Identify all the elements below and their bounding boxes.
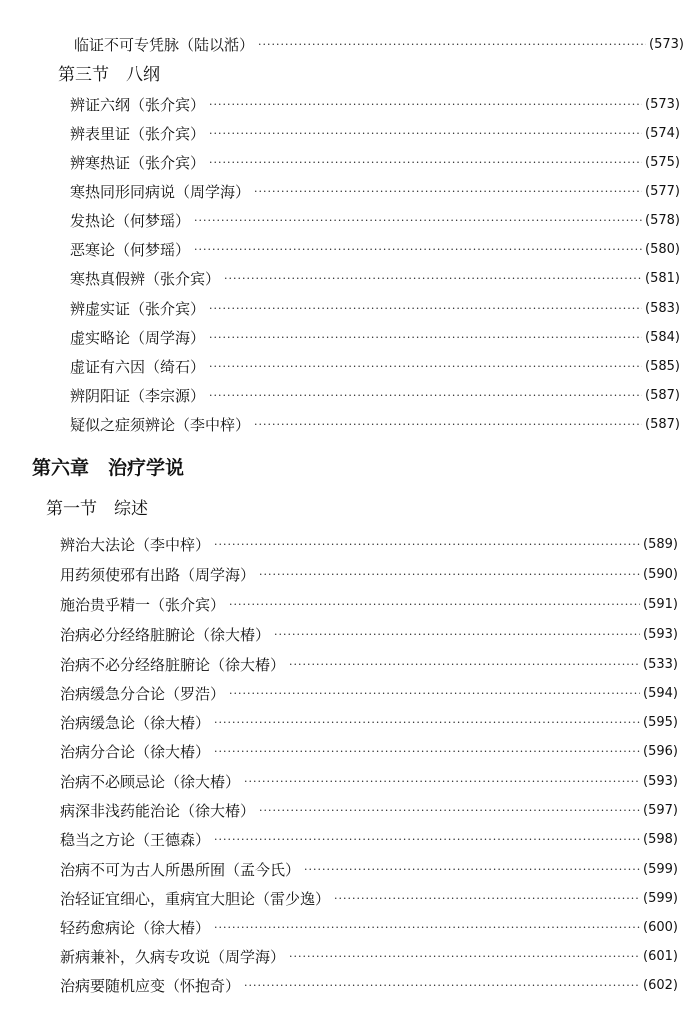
toc-entry-title: 治病不可为古人所愚所囿（孟今氏） [60,860,301,879]
toc-entry [70,410,680,438]
toc-entry-title: 治病必分经络脏腑论（徐大椿） [60,625,271,644]
toc-entry [60,913,678,941]
toc-entry-title: 发热论（何梦瑶） [70,211,191,230]
section-heading: 第一节 综述 [46,499,148,519]
leader-dots [209,302,642,315]
toc-entry-page: (587) [645,416,680,432]
toc-entry-page: (601) [643,948,678,964]
toc-entry-page: (584) [645,329,680,345]
leader-dots [214,745,640,758]
toc-entry-title: 治病缓急分合论（罗浩） [60,684,226,703]
leader-dots [209,156,642,169]
section-heading: 第三节 八纲 [58,65,160,85]
toc-entry-title: 病深非浅药能治论（徐大椿） [60,801,256,820]
toc-entry-page: (577) [645,183,680,199]
toc-entry-title: 施治贵乎精一（张介宾） [60,595,226,614]
toc-entry [60,650,678,678]
toc-entry-title: 治病缓急论（徐大椿） [60,713,211,732]
toc-entry [60,679,678,707]
toc-entry-page: (583) [645,300,680,316]
leader-dots [209,360,642,373]
leader-dots [254,185,642,198]
leader-dots [214,538,640,551]
toc-entry [60,620,678,648]
leader-dots [209,389,642,402]
leader-dots [254,418,642,431]
toc-entry [60,825,678,853]
toc-entry-page: (595) [643,714,678,730]
toc-entry-page: (597) [643,802,678,818]
toc-entry [70,177,680,205]
leader-dots [289,658,640,671]
toc-entry-page: (591) [643,596,678,612]
leader-dots [209,98,642,111]
leader-dots [209,331,642,344]
leader-dots [259,568,640,581]
toc-entry [70,352,680,380]
toc-entry-title: 辨表里证（张介宾） [70,124,206,143]
toc-entry-page: (598) [643,831,678,847]
toc-entry-page: (580) [645,241,680,257]
toc-entry-page: (594) [643,685,678,701]
leader-dots [214,716,640,729]
toc-entry-title: 恶寒论（何梦瑶） [70,240,191,259]
toc-entry-page: (602) [643,977,678,993]
toc-entry-title: 新病兼补，久病专攻说（周学海） [60,947,286,966]
chapter-heading: 第六章 治疗学说 [32,457,185,479]
toc-entry-page: (533) [643,656,678,672]
toc-entry [70,235,680,263]
toc-entry-page: (587) [645,387,680,403]
leader-dots [244,775,640,788]
toc-entry-page: (574) [645,125,680,141]
toc-entry-title: 治病要随机应变（怀抱奇） [60,976,241,995]
toc-entry [60,971,678,999]
toc-entry [60,530,678,558]
toc-entry [70,381,680,409]
toc-entry-title: 虚证有六因（绮石） [70,357,206,376]
toc-entry-page: (593) [643,773,678,789]
toc-entry-page: (578) [645,212,680,228]
leader-dots [194,214,642,227]
leader-dots [259,804,640,817]
toc-entry-page: (599) [643,861,678,877]
toc-entry [70,148,680,176]
toc-entry-page: (600) [643,919,678,935]
toc-entry-page: (573) [649,36,684,52]
toc-entry-title: 治病不必分经络脏腑论（徐大椿） [60,655,286,674]
toc-entry [60,942,678,970]
toc-entry-title: 治病分合论（徐大椿） [60,742,211,761]
toc-entry [60,560,678,588]
toc-entry-page: (589) [643,536,678,552]
toc-entry [70,206,680,234]
toc-entry-page: (599) [643,890,678,906]
leader-dots [194,243,642,256]
toc-entry-title: 稳当之方论（王德森） [60,830,211,849]
toc-entry-title: 辨证六纲（张介宾） [70,95,206,114]
leader-dots [209,127,642,140]
leader-dots [304,863,640,876]
leader-dots [229,687,640,700]
toc-entry-title: 治轻证宜细心，重病宜大胆论（雷少逸） [60,889,331,908]
toc-entry [70,294,680,322]
toc-entry [70,90,680,118]
leader-dots [334,892,640,905]
toc-entry-title: 寒热同形同病说（周学海） [70,182,251,201]
toc-entry [60,737,678,765]
toc-entry-page: (573) [645,96,680,112]
toc-entry [70,264,680,292]
toc-entry-title: 临证不可专凭脉（陆以湉） [74,35,255,54]
leader-dots [229,598,640,611]
toc-entry-page: (590) [643,566,678,582]
toc-entry-title: 治病不必顾忌论（徐大椿） [60,772,241,791]
toc-entry [74,30,684,58]
toc-entry [60,855,678,883]
toc-entry [70,119,680,147]
toc-entry [60,796,678,824]
toc-entry-title: 轻药愈病论（徐大椿） [60,918,211,937]
toc-entry [70,323,680,351]
leader-dots [274,628,640,641]
leader-dots [289,950,640,963]
toc-entry-page: (575) [645,154,680,170]
toc-entry-title: 辨阴阳证（李宗源） [70,386,206,405]
toc-entry-title: 疑似之症须辨论（李中梓） [70,415,251,434]
toc-entry [60,884,678,912]
leader-dots [214,833,640,846]
toc-entry [60,708,678,736]
toc-entry-title: 寒热真假辨（张介宾） [70,269,221,288]
leader-dots [224,272,642,285]
toc-entry-title: 用药须使邪有出路（周学海） [60,565,256,584]
toc-entry-page: (593) [643,626,678,642]
toc-entry-title: 辨寒热证（张介宾） [70,153,206,172]
toc-entry-title: 辨治大法论（李中梓） [60,535,211,554]
leader-dots [244,979,640,992]
toc-entry [60,590,678,618]
toc-entry-page: (581) [645,270,680,286]
leader-dots [214,921,640,934]
toc-entry-title: 辨虚实证（张介宾） [70,299,206,318]
toc-entry-page: (585) [645,358,680,374]
toc-entry-title: 虚实略论（周学海） [70,328,206,347]
toc-entry [60,767,678,795]
leader-dots [258,38,646,51]
toc-entry-page: (596) [643,743,678,759]
